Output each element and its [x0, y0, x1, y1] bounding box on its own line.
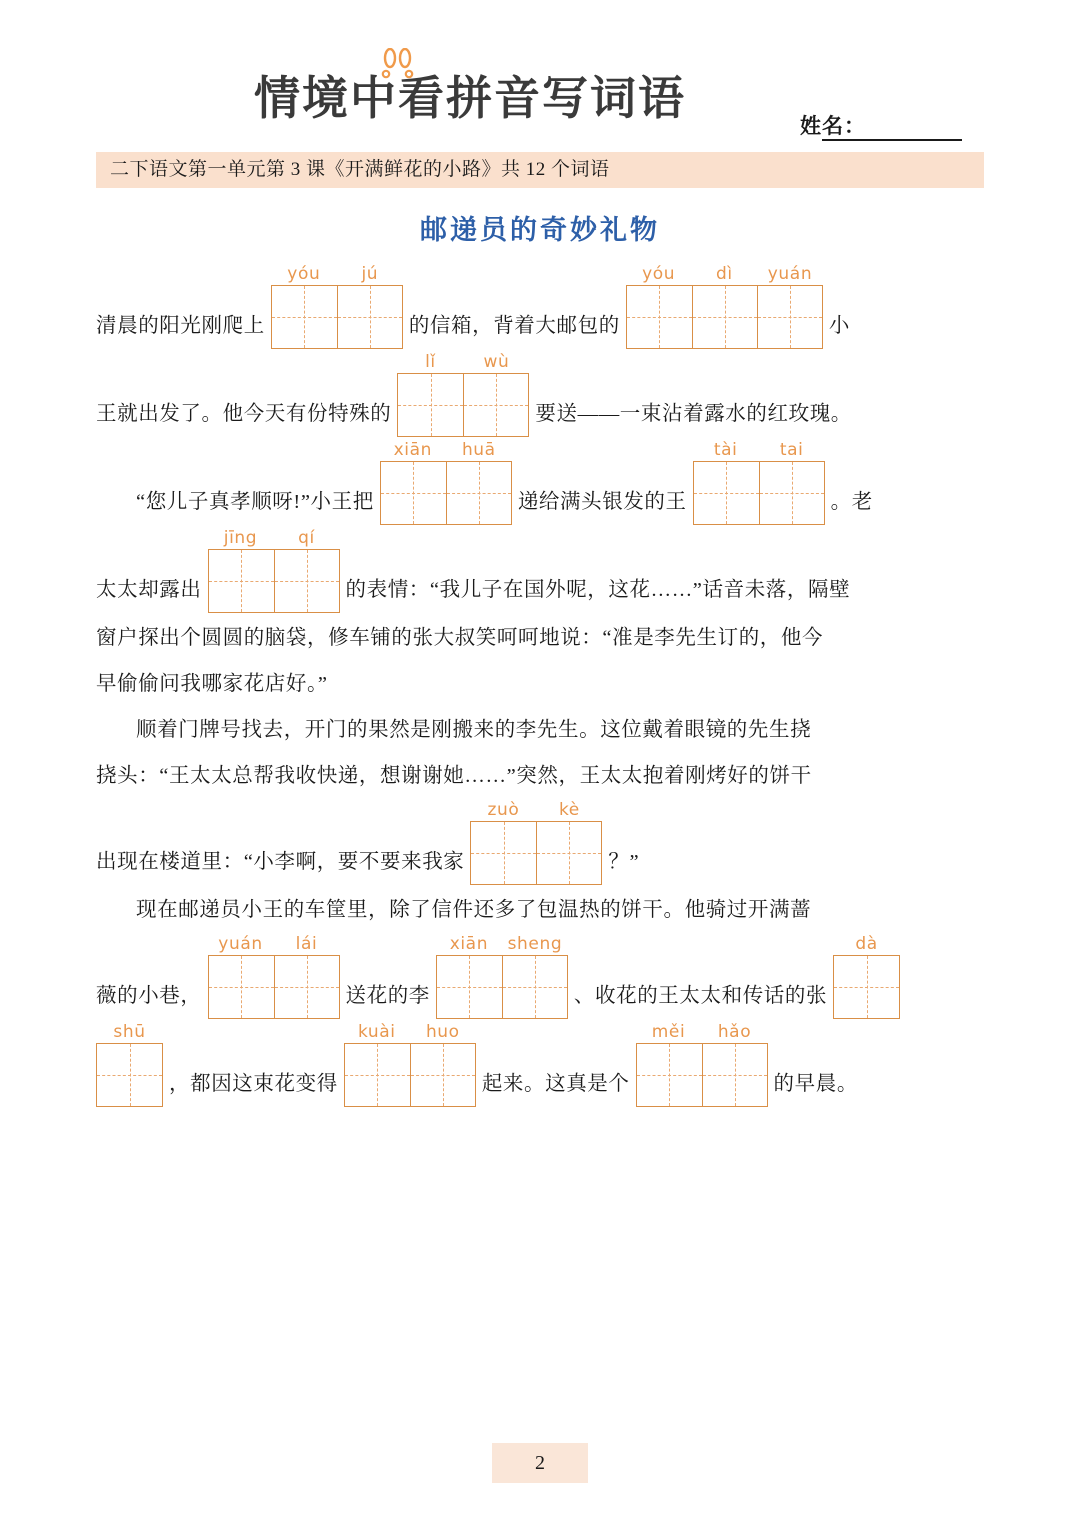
grid-cell[interactable]	[274, 956, 339, 1018]
blank-1[interactable]	[271, 263, 403, 349]
grid-cell[interactable]	[446, 462, 511, 524]
blank-10[interactable]	[833, 933, 900, 1019]
pinyin-syllable: jú	[361, 264, 379, 284]
story-line-11	[96, 933, 984, 1019]
text-segment: 的表情：“我儿子在国外呢，这花……”话音未落，隔壁	[345, 579, 851, 601]
story-line-5: 窗户探出个圆圆的脑袋，修车铺的张大叔笑呵呵地说：“准是李先生订的，他今	[96, 627, 824, 649]
grid-cell[interactable]	[272, 286, 337, 348]
grid-cell[interactable]	[759, 462, 824, 524]
page-number: 2	[492, 1443, 588, 1483]
blank-11[interactable]	[96, 1021, 163, 1107]
grid-cell[interactable]	[274, 550, 339, 612]
blank-2[interactable]	[626, 263, 823, 349]
text-segment: 起来。这真是个	[481, 1073, 630, 1095]
grid-cell[interactable]	[471, 822, 536, 884]
grid-boxes[interactable]	[436, 955, 568, 1019]
grid-cell[interactable]	[702, 1044, 767, 1106]
grid-boxes[interactable]	[380, 461, 512, 525]
story-body	[96, 263, 984, 1107]
student-name-input[interactable]	[822, 139, 962, 141]
pinyin-syllable: qí	[298, 528, 315, 548]
grid-cell[interactable]	[637, 1044, 702, 1106]
grid-cell[interactable]	[536, 822, 601, 884]
grid-boxes[interactable]	[833, 955, 900, 1019]
grid-boxes[interactable]	[208, 549, 340, 613]
pinyin-row	[96, 1021, 163, 1043]
bunny-ears-icon	[378, 48, 418, 82]
grid-cell[interactable]	[692, 286, 757, 348]
pinyin-syllable: hǎo	[717, 1022, 752, 1042]
pinyin-syllable: lái	[295, 934, 318, 954]
blank-6[interactable]	[208, 527, 340, 613]
pinyin-row	[436, 933, 568, 955]
grid-cell[interactable]	[502, 956, 567, 1018]
text-segment: 的信箱，背着大邮包的	[408, 315, 620, 337]
pinyin-syllable: měi	[651, 1022, 686, 1042]
page-title	[254, 62, 686, 128]
story-line-12	[96, 1021, 984, 1107]
text-segment: ，都因这束花变得	[169, 1073, 338, 1095]
story-line-9	[96, 799, 984, 885]
blank-9[interactable]	[436, 933, 568, 1019]
pinyin-syllable: shū	[113, 1022, 146, 1042]
pinyin-syllable: yuán	[767, 264, 813, 284]
blank-4[interactable]	[380, 439, 512, 525]
grid-cell[interactable]	[345, 1044, 410, 1106]
story-line-2	[96, 351, 984, 437]
text-segment: “您儿子真孝顺呀!”小王把	[136, 491, 374, 513]
pinyin-syllable: lǐ	[425, 352, 436, 372]
story-line-1	[96, 263, 984, 349]
pinyin-syllable: wù	[483, 352, 510, 372]
blank-13[interactable]	[636, 1021, 768, 1107]
blank-8[interactable]	[208, 933, 340, 1019]
grid-boxes[interactable]	[271, 285, 403, 349]
pinyin-syllable: dà	[855, 934, 878, 954]
pinyin-syllable: xiān	[449, 934, 489, 954]
title-part-3: 看拼音写词语	[398, 71, 686, 125]
lesson-banner: 二下语文第一单元第 3 课《开满鲜花的小路》共 12 个词语	[96, 152, 984, 188]
page-footer	[0, 1443, 1080, 1483]
student-name-label: 姓名：	[800, 114, 866, 138]
grid-cell[interactable]	[337, 286, 402, 348]
grid-cell[interactable]	[209, 956, 274, 1018]
grid-cell[interactable]	[463, 374, 528, 436]
story-title: 邮递员的奇妙礼物	[420, 215, 660, 245]
pinyin-row	[208, 933, 340, 955]
text-segment: ？”	[608, 851, 640, 873]
pinyin-syllable: yóu	[642, 264, 676, 284]
grid-boxes[interactable]	[208, 955, 340, 1019]
text-segment: 出现在楼道里：“小李啊，要不要来我家	[96, 851, 465, 873]
pinyin-row	[693, 439, 825, 461]
grid-cell[interactable]	[627, 286, 692, 348]
text-segment: 王就出发了。他今天有份特殊的	[96, 403, 392, 425]
pinyin-syllable: xiān	[393, 440, 433, 460]
story-line-7: 顺着门牌号找去，开门的果然是刚搬来的李先生。这位戴着眼镜的先生挠	[136, 719, 812, 741]
grid-cell[interactable]	[834, 956, 899, 1018]
pinyin-syllable: tài	[713, 440, 738, 460]
pinyin-row	[833, 933, 900, 955]
grid-cell[interactable]	[97, 1044, 162, 1106]
pinyin-row	[344, 1021, 476, 1043]
grid-cell[interactable]	[757, 286, 822, 348]
blank-5[interactable]	[693, 439, 825, 525]
pinyin-syllable: zuò	[487, 800, 520, 820]
text-segment: 要送——一束沾着露水的红玫瑰。	[535, 403, 852, 425]
story-line-10: 现在邮递员小王的车筐里，除了信件还多了包温热的饼干。他骑过开满蔷	[136, 899, 812, 921]
grid-boxes[interactable]	[636, 1043, 768, 1107]
pinyin-row	[626, 263, 823, 285]
grid-cell[interactable]	[410, 1044, 475, 1106]
title-part-1: 情境	[254, 71, 350, 125]
grid-boxes[interactable]	[344, 1043, 476, 1107]
pinyin-syllable: huā	[461, 440, 496, 460]
text-segment: 。老	[830, 491, 873, 513]
blank-12[interactable]	[344, 1021, 476, 1107]
grid-boxes[interactable]	[397, 373, 529, 437]
text-segment: 太太却露出	[96, 579, 202, 601]
grid-boxes[interactable]	[96, 1043, 163, 1107]
pinyin-syllable: jīng	[223, 528, 258, 548]
story-line-3	[96, 439, 984, 525]
pinyin-syllable: sheng	[507, 934, 563, 954]
pinyin-row	[470, 799, 602, 821]
grid-cell[interactable]	[381, 462, 446, 524]
text-segment: 清晨的阳光刚爬上	[96, 315, 265, 337]
text-segment: 小	[828, 315, 850, 337]
pinyin-row	[208, 527, 340, 549]
pinyin-syllable: tai	[779, 440, 804, 460]
pinyin-syllable: kuài	[357, 1022, 396, 1042]
pinyin-row	[271, 263, 403, 285]
pinyin-syllable: kè	[558, 800, 580, 820]
pinyin-row	[380, 439, 512, 461]
pinyin-syllable: dì	[715, 264, 733, 284]
grid-boxes[interactable]	[470, 821, 602, 885]
text-segment: 薇的小巷，	[96, 985, 202, 1007]
pinyin-syllable: huo	[425, 1022, 460, 1042]
story-line-8: 挠头：“王太太总帮我收快递，想谢谢她……”突然，王太太抱着刚烤好的饼干	[96, 765, 812, 787]
grid-boxes[interactable]	[693, 461, 825, 525]
page-header	[96, 0, 984, 150]
pinyin-row	[636, 1021, 768, 1043]
grid-cell[interactable]	[437, 956, 502, 1018]
title-part-2: 中	[350, 71, 398, 125]
grid-cell[interactable]	[209, 550, 274, 612]
grid-cell[interactable]	[398, 374, 463, 436]
text-segment: 递给满头银发的王	[517, 491, 687, 513]
grid-boxes[interactable]	[626, 285, 823, 349]
text-segment: 、收花的王太太和传话的张	[573, 985, 828, 1007]
story-line-6: 早偷偷问我哪家花店好。”	[96, 673, 328, 695]
pinyin-syllable: yuán	[218, 934, 263, 954]
blank-3[interactable]	[397, 351, 529, 437]
pinyin-row	[397, 351, 529, 373]
text-segment: 送花的李	[345, 985, 430, 1007]
story-line-4	[96, 527, 984, 613]
grid-cell[interactable]	[694, 462, 759, 524]
blank-7[interactable]	[470, 799, 602, 885]
pinyin-syllable: yóu	[287, 264, 321, 284]
text-segment: 的早晨。	[773, 1073, 858, 1095]
